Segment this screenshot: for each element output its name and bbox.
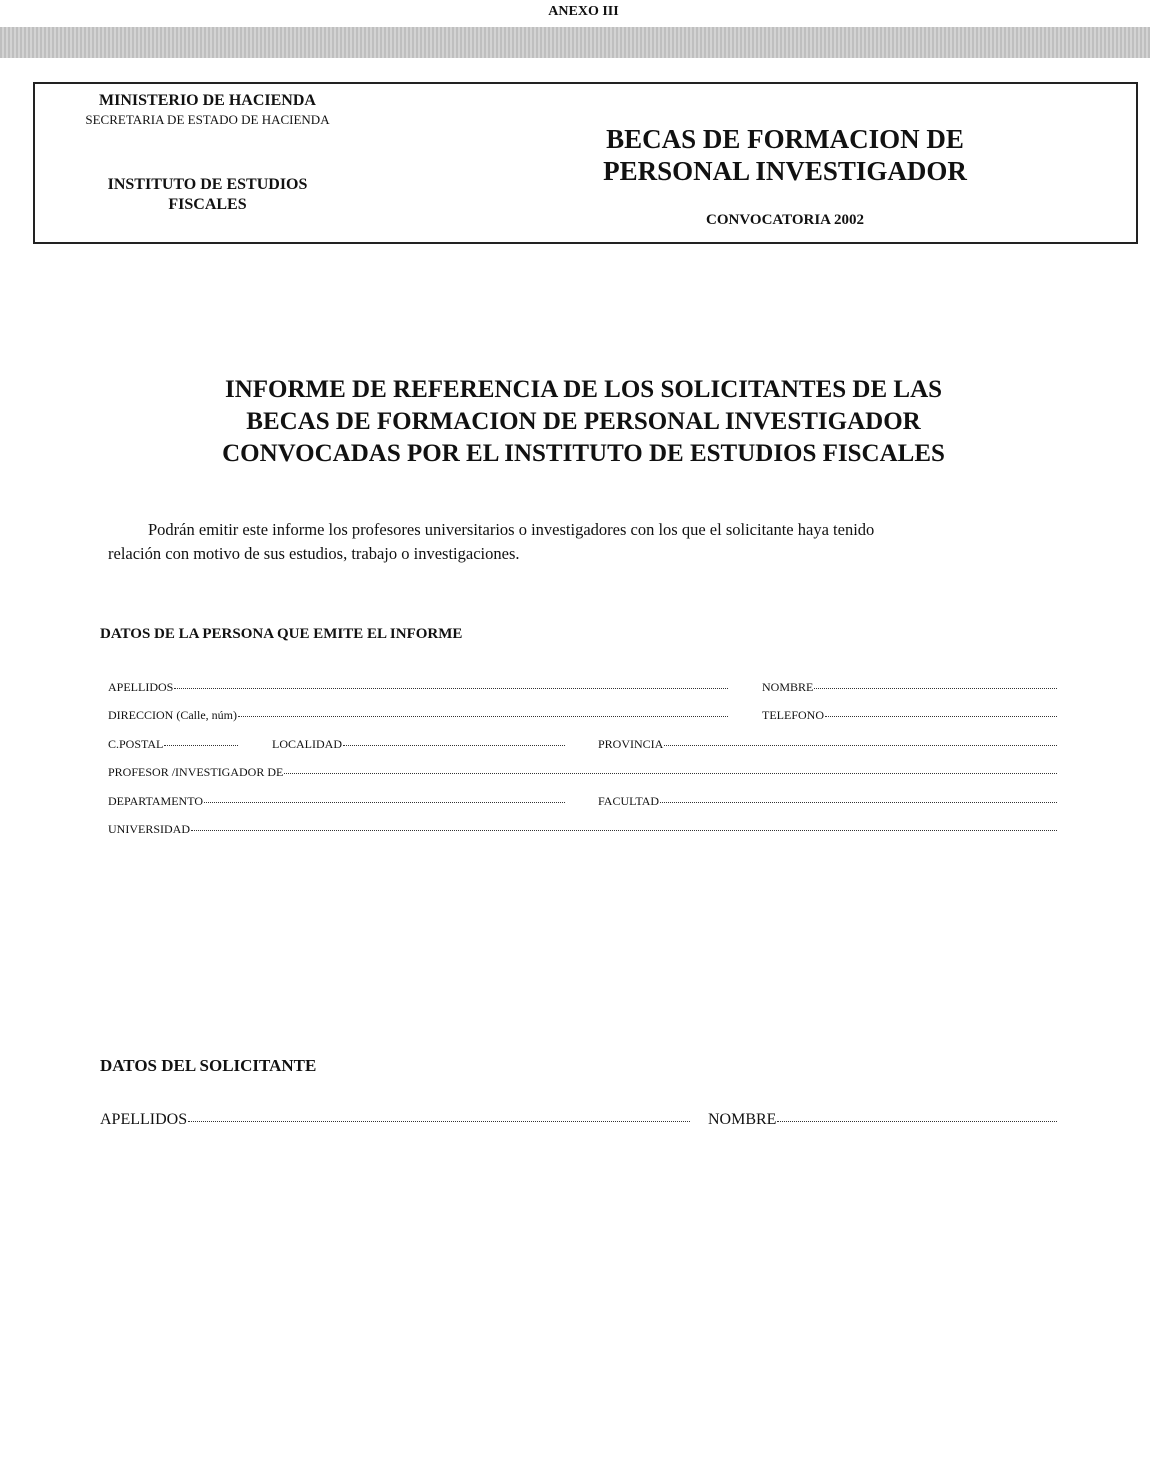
institute-name-line2: FISCALES <box>168 196 247 213</box>
field-label: UNIVERSIDAD <box>108 822 190 836</box>
dotted-line <box>814 688 1057 689</box>
intro-line1: Podrán emitir este informe los profesores universitarios o investigadores con los que el solicitante haya tenido <box>148 520 875 539</box>
field-label: C.POSTAL <box>108 737 164 751</box>
field-label: APELLIDOS <box>100 1111 188 1128</box>
issuer-telefono-field[interactable] <box>762 708 1057 723</box>
issuer-localidad-field[interactable] <box>272 737 565 752</box>
dotted-line <box>164 745 238 746</box>
report-title-line3: CONVOCADAS POR EL INSTITUTO DE ESTUDIOS FISCALES <box>222 440 945 467</box>
shaded-band <box>0 27 1150 58</box>
issuer-profesor-field[interactable] <box>108 765 1057 780</box>
field-label: TELEFONO <box>762 708 824 722</box>
issuer-cpostal-field[interactable] <box>108 737 238 752</box>
dotted-line <box>191 830 1057 831</box>
report-title-line1: INFORME DE REFERENCIA DE LOS SOLICITANTES DE LAS <box>224 376 943 403</box>
field-label: APELLIDOS <box>108 680 174 694</box>
dotted-line <box>660 802 1057 803</box>
program-title-line2: PERSONAL INVESTIGADOR <box>603 156 967 186</box>
dotted-line <box>664 745 1057 746</box>
applicant-apellidos-field[interactable] <box>100 1111 690 1129</box>
field-label: LOCALIDAD <box>272 737 342 751</box>
dotted-line <box>174 688 728 689</box>
issuer-departamento-field[interactable] <box>108 794 565 809</box>
call-year: CONVOCATORIA 2002 <box>706 212 864 228</box>
field-label: PROFESOR /INVESTIGADOR DE <box>108 765 284 779</box>
field-label: NOMBRE <box>708 1111 777 1128</box>
program-title-line1: BECAS DE FORMACION DE <box>606 124 964 154</box>
report-title-line2: BECAS DE FORMACION DE PERSONAL INVESTIGADOR <box>246 408 921 435</box>
dotted-line <box>284 773 1057 774</box>
annex-label: ANEXO III <box>548 4 619 19</box>
dotted-line <box>188 1121 690 1122</box>
issuer-apellidos-field[interactable] <box>108 680 728 695</box>
dotted-line <box>825 716 1057 717</box>
applicant-nombre-field[interactable] <box>708 1111 1057 1129</box>
dotted-line <box>343 745 565 746</box>
intro-line2: relación con motivo de sus estudios, trabajo o investigaciones. <box>108 544 520 563</box>
institute-name-line1: INSTITUTO DE ESTUDIOS <box>107 176 308 193</box>
header-box <box>33 82 1138 244</box>
issuer-facultad-field[interactable] <box>598 794 1057 809</box>
issuer-universidad-field[interactable] <box>108 822 1057 837</box>
issuer-direccion-field[interactable] <box>108 708 728 723</box>
secretariat-name: SECRETARIA DE ESTADO DE HACIENDA <box>85 112 330 127</box>
issuer-nombre-field[interactable] <box>762 680 1057 695</box>
dotted-line <box>777 1121 1057 1122</box>
applicant-section-heading: DATOS DEL SOLICITANTE <box>100 1056 317 1075</box>
field-label: NOMBRE <box>762 680 814 694</box>
ministry-name: MINISTERIO DE HACIENDA <box>99 92 316 109</box>
field-label: DIRECCION (Calle, núm) <box>108 708 237 722</box>
field-label: DEPARTAMENTO <box>108 794 203 808</box>
dotted-line <box>238 716 728 717</box>
field-label: FACULTAD <box>598 794 660 808</box>
dotted-line <box>204 802 565 803</box>
issuer-section-heading: DATOS DE LA PERSONA QUE EMITE EL INFORME <box>100 626 463 642</box>
field-label: PROVINCIA <box>598 737 664 751</box>
issuer-provincia-field[interactable] <box>598 737 1057 752</box>
